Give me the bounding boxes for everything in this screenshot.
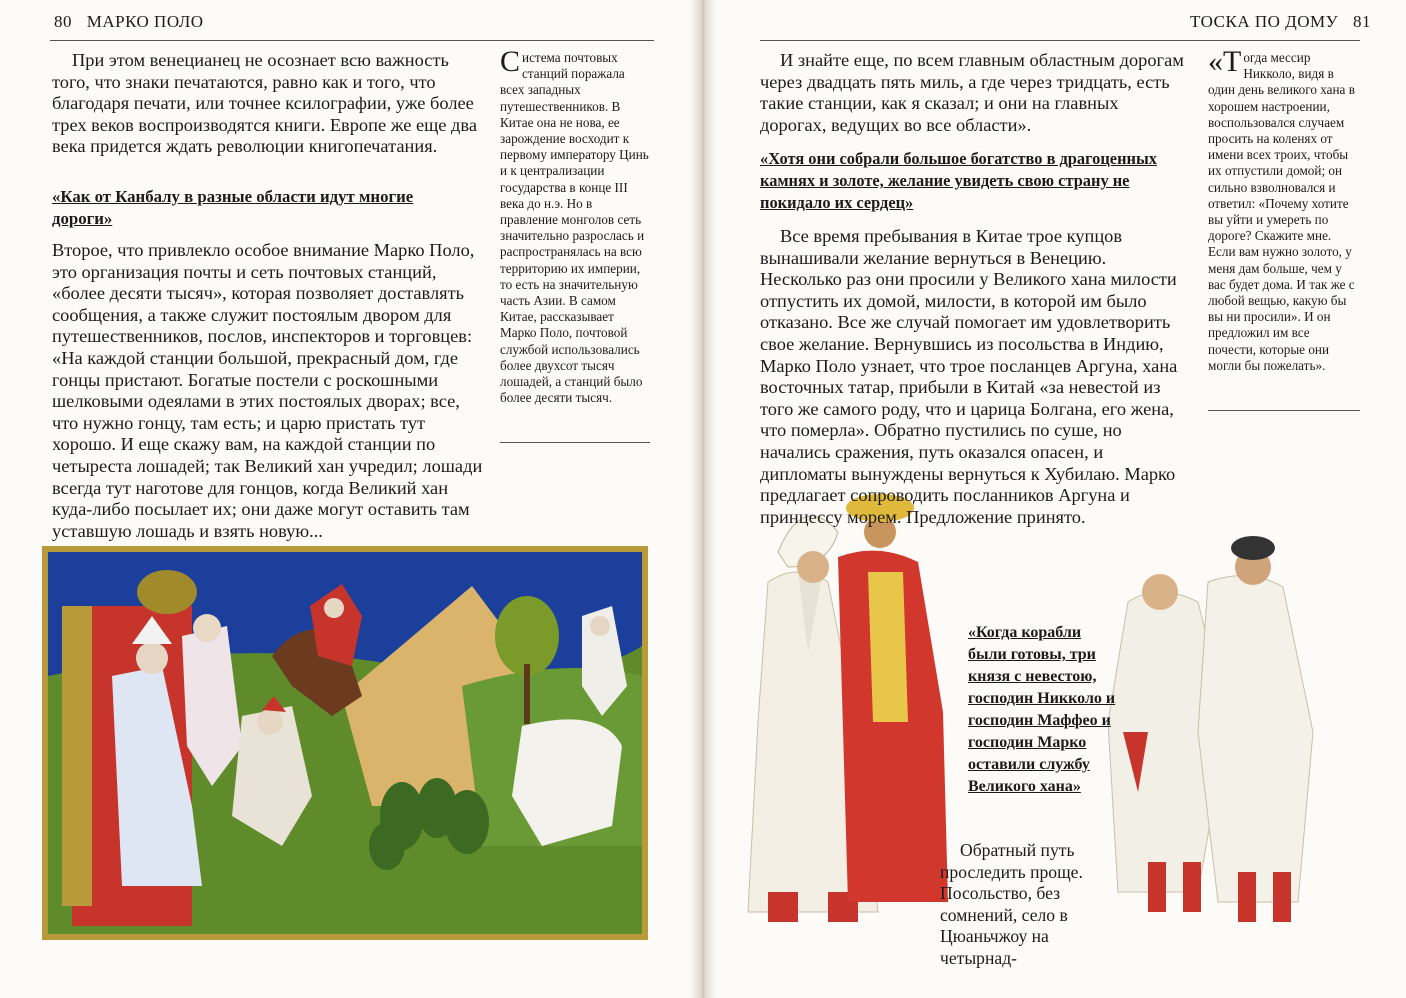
book-gutter [690,0,716,998]
right-heading: «Хотя они собрали большое богатство в драгоценных камнях и золоте, желание увидеть свою страну не покидало их сердец» [760,149,1157,212]
left-running-head [54,12,204,32]
left-heading: «Как от Канбалу в разные области идут многие дороги» [52,187,414,228]
left-paragraph-1: При этом венецианец не осознает всю важность того, что знаки печатаются, равно как и того, что благодаря печати, или точнее ксилографии, уже более трех веков воспроизводятся книги. Европе же еще два века придется ждать революции книгопечатания. [52,50,477,157]
right-running-head [1190,12,1371,32]
left-running-title: МАРКО ПОЛО [86,12,204,31]
left-sidebar-rule [500,442,650,443]
left-paragraph-2: Второе, что привлекло особое внимание Марко Поло, это организация почты и сеть почтовых станций, «более десяти тысяч», которая позволяет доставлять сообщения, а также служит постоялым двором для путешественников, послов, инспекторов и торговцев: «На каждой станции большой, прекрасный дом, где гонцы пристают. Богатые постели с роскошными шелковыми одеялами в этих постоялых дворах; все, что нужно гонцу, там есть; и царю пристать тут хорошо. И еще скажу вам, на каждой станции по четыреста лошадей; так Великий хан учредил; лошади всегда тут наготове для гонцов, когда Великий хан куда-либо посылает их; они даже могут оставить там уставшую лошадь и взять новую... [52,240,483,541]
left-page-number: 80 [54,12,72,31]
right-sidebar-rule [1208,410,1360,411]
illustration-khan-miniature [42,546,648,940]
right-sidebar: «Тогда мессир Никколо, видя в один день великого хана в хорошем настроении, воспользовался случаем просить на коленях от имени всех троих, чтобы их отпустили домой; он сильно взволновался и ответил: «Почему хотите вы уйти и умереть по дороге? Скажите мне. Если вам нужно золото, у меня дам больше, чем у вас будет дома. И так же с любой вещью, какую бы вы ни просили». И он предложил им все почести, которые они могли бы пожелать». [1208,45,1355,373]
right-running-title: ТОСКА ПО ДОМУ [1190,12,1339,31]
right-header-rule [760,40,1360,41]
right-heading-2: «Когда корабли были готовы, три князя с невестою, господин Никколо и господин Маффео и господин Марко оставили службу Великого хана» [968,624,1116,795]
left-sidebar-dropcap: С [500,45,521,78]
left-sidebar: Система почтовых станций поражала всех западных путешественников. В Китае она не нова, ее зарождение восходит к первому императору Цинь и к централизации государства в конце III века до н.э. Но в правление монголов сеть значительно разрослась и распространялась на всю территорию их империи, то есть на значительную часть Азии. В самом Китае, рассказывает Марко Поло, почтовой службой использовались более двухсот тысяч лошадей, а станций было более десяти тысяч. [500,45,649,406]
right-paragraph-1: И знайте еще, по всем главным областным дорогам через двадцать пять миль, а где через тридцать, есть такие станции, как я сказал; и они на главных дорогах, ведущих во все области». [760,50,1184,135]
right-sidebar-dropcap: «Т [1208,45,1242,78]
left-header-rule [50,40,654,41]
right-page-number: 81 [1352,12,1371,31]
right-paragraph-3: Обратный путь проследить проще. Посольство, без сомнений, село в Цюаньчжоу на четырнад- [940,840,1083,968]
right-paragraph-2: Все время пребывания в Китае трое купцов вынашивали желание вернуться в Венецию. Несколько раз они просили у Великого хана милости отпустить их домой, милости, в которой им было отказано. Все же случай помогает им удовлетворить свое желание. Вернувшись из посольства в Индию, Марко Поло узнает, что трое посланцев Аргуна, хана восточных татар, прибыли в Китай «за невестой из того же самого роду, что и царица Болгана, его жена, что померла». Обратно пустились по суше, но начались сражения, путь оказался опасен, и дипломаты вынуждены вернуться к Хубилаю. Марко предлагает сопроводить посланников Аргуна и принцессу морем. Предложение принято. [760,226,1178,527]
